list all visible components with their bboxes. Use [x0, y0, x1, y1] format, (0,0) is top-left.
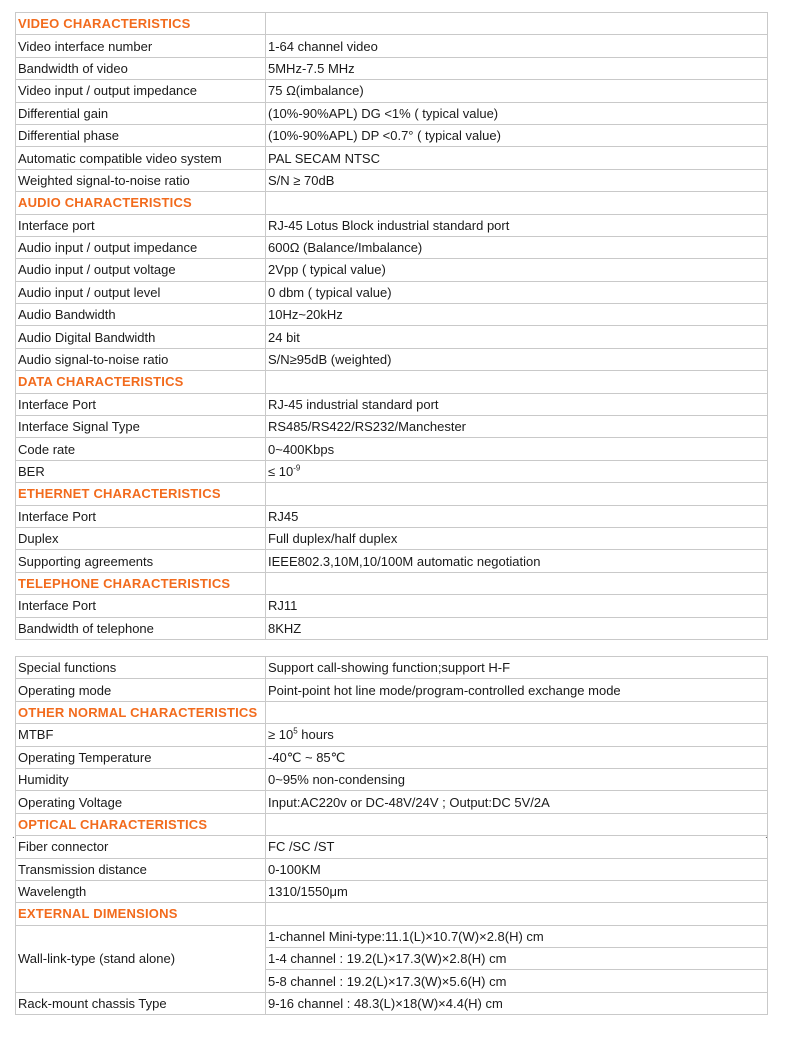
row-value: Full duplex/half duplex: [266, 527, 768, 549]
section-title: AUDIO CHARACTERISTICS: [16, 192, 266, 214]
table-row: [16, 304, 768, 326]
section-title: OPTICAL CHARACTERISTICS: [16, 813, 266, 835]
table-row: [16, 617, 768, 639]
row-label: Differential phase: [16, 124, 266, 146]
mtbf-exponent: 5: [293, 727, 298, 737]
row-label: Audio Digital Bandwidth: [16, 326, 266, 348]
row-label: Interface Port: [16, 505, 266, 527]
row-label: Interface port: [16, 214, 266, 236]
table-row: [16, 169, 768, 191]
spec-table-secondary: [15, 656, 768, 1015]
spec-table-main: [15, 12, 768, 640]
row-value: 5MHz-7.5 MHz: [266, 57, 768, 79]
row-label: Wall-link-type (stand alone): [16, 925, 266, 992]
row-value: 2Vpp ( typical value): [266, 259, 768, 281]
table-row: [16, 281, 768, 303]
row-value: -40℃ ~ 85℃: [266, 746, 768, 768]
row-value: RS485/RS422/RS232/Manchester: [266, 416, 768, 438]
row-label: Wavelength: [16, 880, 266, 902]
row-value: (10%-90%APL) DG <1% ( typical value): [266, 102, 768, 124]
row-label: Audio input / output impedance: [16, 236, 266, 258]
row-label: Bandwidth of telephone: [16, 617, 266, 639]
table-row: [16, 724, 768, 746]
table-row: [16, 214, 768, 236]
section-title: TELEPHONE CHARACTERISTICS: [16, 572, 266, 594]
row-value: Point-point hot line mode/program-controlled exchange mode: [266, 679, 768, 701]
section-header-row: [16, 701, 768, 723]
row-label: Fiber connector: [16, 836, 266, 858]
row-value: 10Hz~20kHz: [266, 304, 768, 326]
table-row: [16, 836, 768, 858]
table-row: [16, 57, 768, 79]
row-label: Video input / output impedance: [16, 80, 266, 102]
row-label: Weighted signal-to-noise ratio: [16, 169, 266, 191]
row-value: 600Ω (Balance/Imbalance): [266, 236, 768, 258]
row-value: FC /SC /ST: [266, 836, 768, 858]
table-row: [16, 35, 768, 57]
row-label: Supporting agreements: [16, 550, 266, 572]
row-value: 0~400Kbps: [266, 438, 768, 460]
section-title: DATA CHARACTERISTICS: [16, 371, 266, 393]
row-label: Operating Temperature: [16, 746, 266, 768]
row-value: 75 Ω(imbalance): [266, 80, 768, 102]
row-label: MTBF: [16, 724, 266, 746]
section-header-row: [16, 13, 768, 35]
row-value: Input:AC220v or DC-48V/24V ; Output:DC 5V/2A: [266, 791, 768, 813]
row-label: Bandwidth of video: [16, 57, 266, 79]
row-label: Operating Voltage: [16, 791, 266, 813]
section-header-row: [16, 483, 768, 505]
table-row: [16, 236, 768, 258]
row-label: Differential gain: [16, 102, 266, 124]
table-row: [16, 259, 768, 281]
row-value: 9-16 channel : 48.3(L)×18(W)×4.4(H) cm: [266, 992, 768, 1014]
row-label: Audio Bandwidth: [16, 304, 266, 326]
row-value: ≤ $10^{-9}$: [266, 460, 768, 482]
row-label: Audio input / output voltage: [16, 259, 266, 281]
row-value: 5-8 channel : 19.2(L)×17.3(W)×5.6(H) cm: [266, 970, 768, 992]
table-row: [16, 925, 768, 947]
table-row: [16, 326, 768, 348]
table-row: [16, 348, 768, 370]
table-row: [16, 880, 768, 902]
section-title: EXTERNAL DIMENSIONS: [16, 903, 266, 925]
page-break-marker-left: .: [12, 830, 15, 841]
row-value: RJ-45 industrial standard port: [266, 393, 768, 415]
table-row: [16, 527, 768, 549]
section-title: VIDEO CHARACTERISTICS: [16, 13, 266, 35]
section-header-row: [16, 903, 768, 925]
row-label: Code rate: [16, 438, 266, 460]
row-label: Audio signal-to-noise ratio: [16, 348, 266, 370]
row-label: Automatic compatible video system: [16, 147, 266, 169]
row-value: IEEE802.3,10M,10/100M automatic negotiation: [266, 550, 768, 572]
table-row: [16, 595, 768, 617]
row-label: Interface Port: [16, 595, 266, 617]
row-value: 0~95% non-condensing: [266, 768, 768, 790]
row-value: PAL SECAM NTSC: [266, 147, 768, 169]
row-value: RJ-45 Lotus Block industrial standard port: [266, 214, 768, 236]
row-label: Audio input / output level: [16, 281, 266, 303]
row-label: Rack-mount chassis Type: [16, 992, 266, 1014]
row-label: Operating mode: [16, 679, 266, 701]
section-title: ETHERNET CHARACTERISTICS: [16, 483, 266, 505]
table-row: [16, 80, 768, 102]
row-label: Humidity: [16, 768, 266, 790]
table-row: [16, 679, 768, 701]
row-value: 1310/1550μm: [266, 880, 768, 902]
row-value: S/N ≥ 70dB: [266, 169, 768, 191]
table-row: [16, 858, 768, 880]
table-row: [16, 505, 768, 527]
table-row: [16, 102, 768, 124]
row-value: ≥ $10^5$ hours: [266, 724, 768, 746]
row-value: 1-4 channel : 19.2(L)×17.3(W)×2.8(H) cm: [266, 948, 768, 970]
row-value: RJ11: [266, 595, 768, 617]
section-header-row: [16, 192, 768, 214]
row-label: Video interface number: [16, 35, 266, 57]
section-header-row: [16, 572, 768, 594]
page-break-marker-right: .: [765, 830, 768, 841]
row-label: Interface Signal Type: [16, 416, 266, 438]
section-header-row: [16, 371, 768, 393]
row-label: BER: [16, 460, 266, 482]
special-functions-value: Support call-showing function;support H-F: [268, 660, 511, 676]
row-value: 0 dbm ( typical value): [266, 281, 768, 303]
row-value: 1-64 channel video: [266, 35, 768, 57]
row-label: Special functions: [16, 657, 266, 679]
table-row: [16, 460, 768, 482]
table-row: [16, 393, 768, 415]
row-value: 8KHZ: [266, 617, 768, 639]
row-label: Interface Port: [16, 393, 266, 415]
table-row: [16, 416, 768, 438]
row-value: [266, 657, 768, 679]
table-row: [16, 768, 768, 790]
table-row: [16, 147, 768, 169]
row-value: 1-channel Mini-type:11.1(L)×10.7(W)×2.8(H) cm: [266, 925, 768, 947]
section-header-row: [16, 813, 768, 835]
table-row: [16, 657, 768, 679]
section-title: OTHER NORMAL CHARACTERISTICS: [16, 701, 266, 723]
row-value: RJ45: [266, 505, 768, 527]
ber-exponent: -9: [293, 463, 301, 473]
table-gap: [15, 642, 767, 656]
row-value: S/N≥95dB (weighted): [266, 348, 768, 370]
table-row: [16, 124, 768, 146]
table-row: [16, 992, 768, 1014]
row-value: 0-100KM: [266, 858, 768, 880]
table-row: [16, 791, 768, 813]
table-row: [16, 746, 768, 768]
table-row: [16, 550, 768, 572]
row-label: Transmission distance: [16, 858, 266, 880]
row-label: Duplex: [16, 527, 266, 549]
row-value: (10%-90%APL) DP <0.7° ( typical value): [266, 124, 768, 146]
row-value: 24 bit: [266, 326, 768, 348]
table-row: [16, 438, 768, 460]
